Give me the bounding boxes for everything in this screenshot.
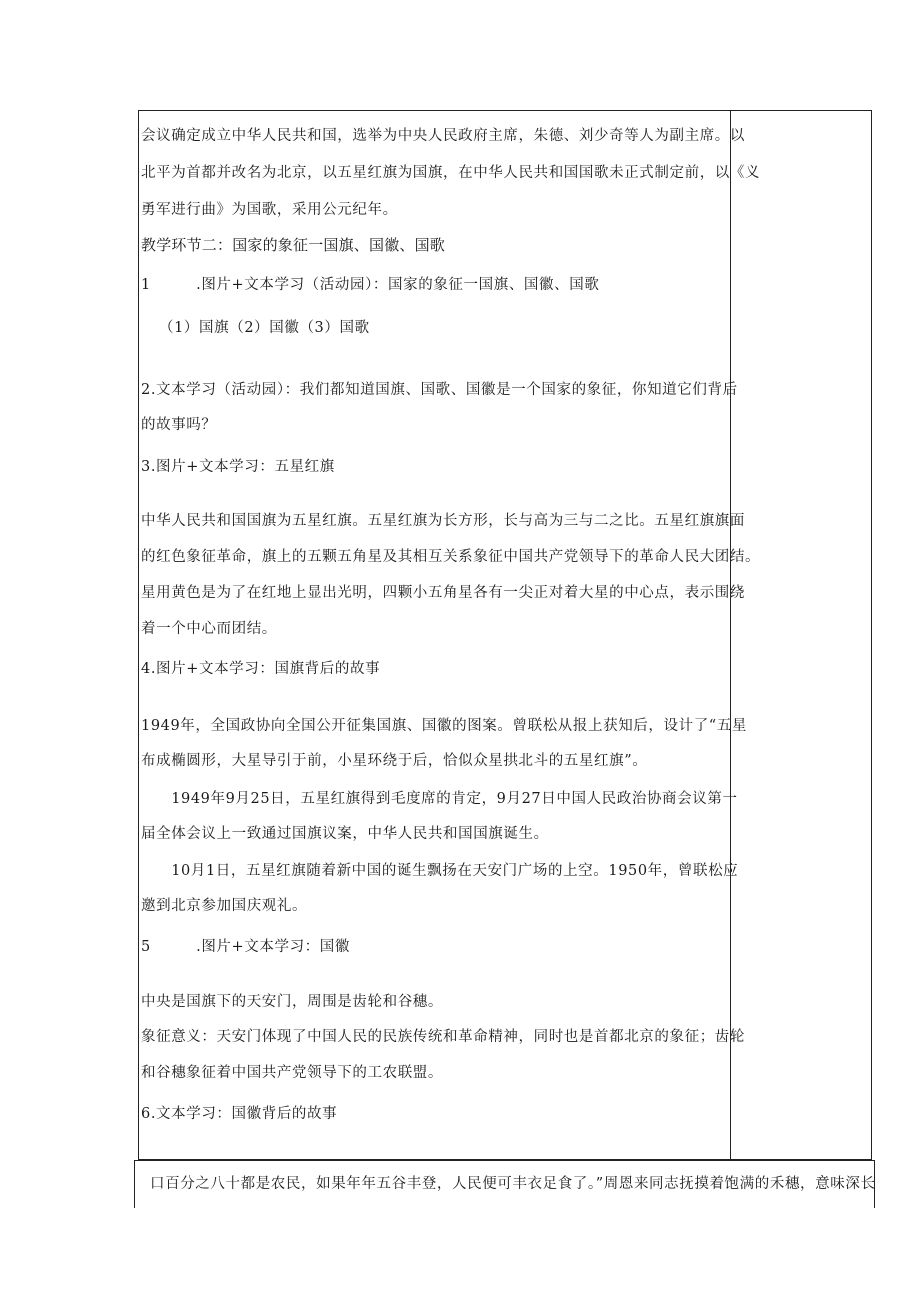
paragraph-line: 着一个中心而团结。 — [141, 621, 277, 637]
list-item: 3.图片+文本学习：五星红旗 — [141, 459, 335, 475]
paragraph-line: 勇军进行曲》为国歌，采用公元纪年。 — [141, 202, 398, 218]
paragraph-line: 布成椭圆形，大星导引于前，小星环绕于后，恰似众星拱北斗的五星红旗”。 — [141, 753, 648, 769]
paragraph-line: 10月1日，五星红旗随着新中国的诞生飘扬在天安门广场的上空。1950年，曾联松应 — [141, 863, 739, 879]
paragraph-line: 会议确定成立中华人民共和国，选举为中央人民政府主席，朱德、刘少奇等人为副主席。以 — [141, 128, 745, 144]
column-divider — [730, 111, 731, 1159]
paragraph-line: 中华人民共和国国旗为五星红旗。五星红旗为长方形，长与高为三与二之比。五星红旗旗面 — [141, 513, 745, 529]
list-item: 2.文本学习（活动园）：我们都知道国旗、国歌、国徽是一个国家的象征，你知道它们背后 — [141, 382, 738, 398]
list-item: （1）国旗（2）国徽（3）国歌 — [159, 320, 370, 336]
list-item: 4.图片+文本学习：国旗背后的故事 — [141, 661, 381, 677]
continuation-table — [134, 1160, 875, 1208]
paragraph-line: 邀到北京参加国庆观礼。 — [141, 898, 308, 914]
paragraph-line: 象征意义：天安门体现了中国人民的民族传统和革命精神，同时也是首都北京的象征；齿轮 — [141, 1029, 745, 1045]
paragraph-line: 届全体会议上一致通过国旗议案，中华人民共和国国旗诞生。 — [141, 826, 549, 842]
paragraph-line: 的红色象征革命，旗上的五颗五角星及其相互关系象征中国共产党领导下的革命人民大团结。 — [141, 549, 761, 565]
paragraph-line: 1949年9月25日，五星红旗得到毛度席的肯定，9月27日中国人民政治协商会议第一 — [141, 791, 738, 807]
lesson-table — [138, 110, 872, 1160]
paragraph-line: 1949年，全国政协向全国公开征集国旗、国徽的图案。曾联松从报上获知后，设计了“五星 — [141, 718, 748, 734]
paragraph-line: 的故事吗？ — [141, 417, 217, 433]
paragraph-line: 中央是国旗下的天安门，周围是齿轮和谷穗。 — [141, 994, 443, 1010]
list-item: 1 .图片+文本学习（活动园）：国家的象征一国旗、国徽、国歌 — [141, 277, 600, 293]
continuation-line: 口百分之八十都是农民，如果年年五谷丰登，人民便可丰衣足食了。”周恩来同志抚摸着饱满的禾穗，意味深长 — [150, 1176, 876, 1192]
list-item: 5 .图片+文本学习：国徽 — [141, 939, 350, 955]
list-item: 6.文本学习：国徽背后的故事 — [141, 1106, 338, 1122]
paragraph-line: 星用黄色是为了在红地上显出光明，四颗小五角星各有一尖正对着大星的中心点，表示围绕 — [141, 585, 745, 601]
paragraph-line: 北平为首都并改名为北京，以五星红旗为国旗，在中华人民共和国国歌未正式制定前，以《义 — [141, 165, 761, 181]
paragraph-line: 和谷穗象征着中国共产党领导下的工农联盟。 — [141, 1065, 443, 1081]
section-heading: 教学环节二：国家的象征一国旗、国徽、国歌 — [141, 236, 446, 254]
